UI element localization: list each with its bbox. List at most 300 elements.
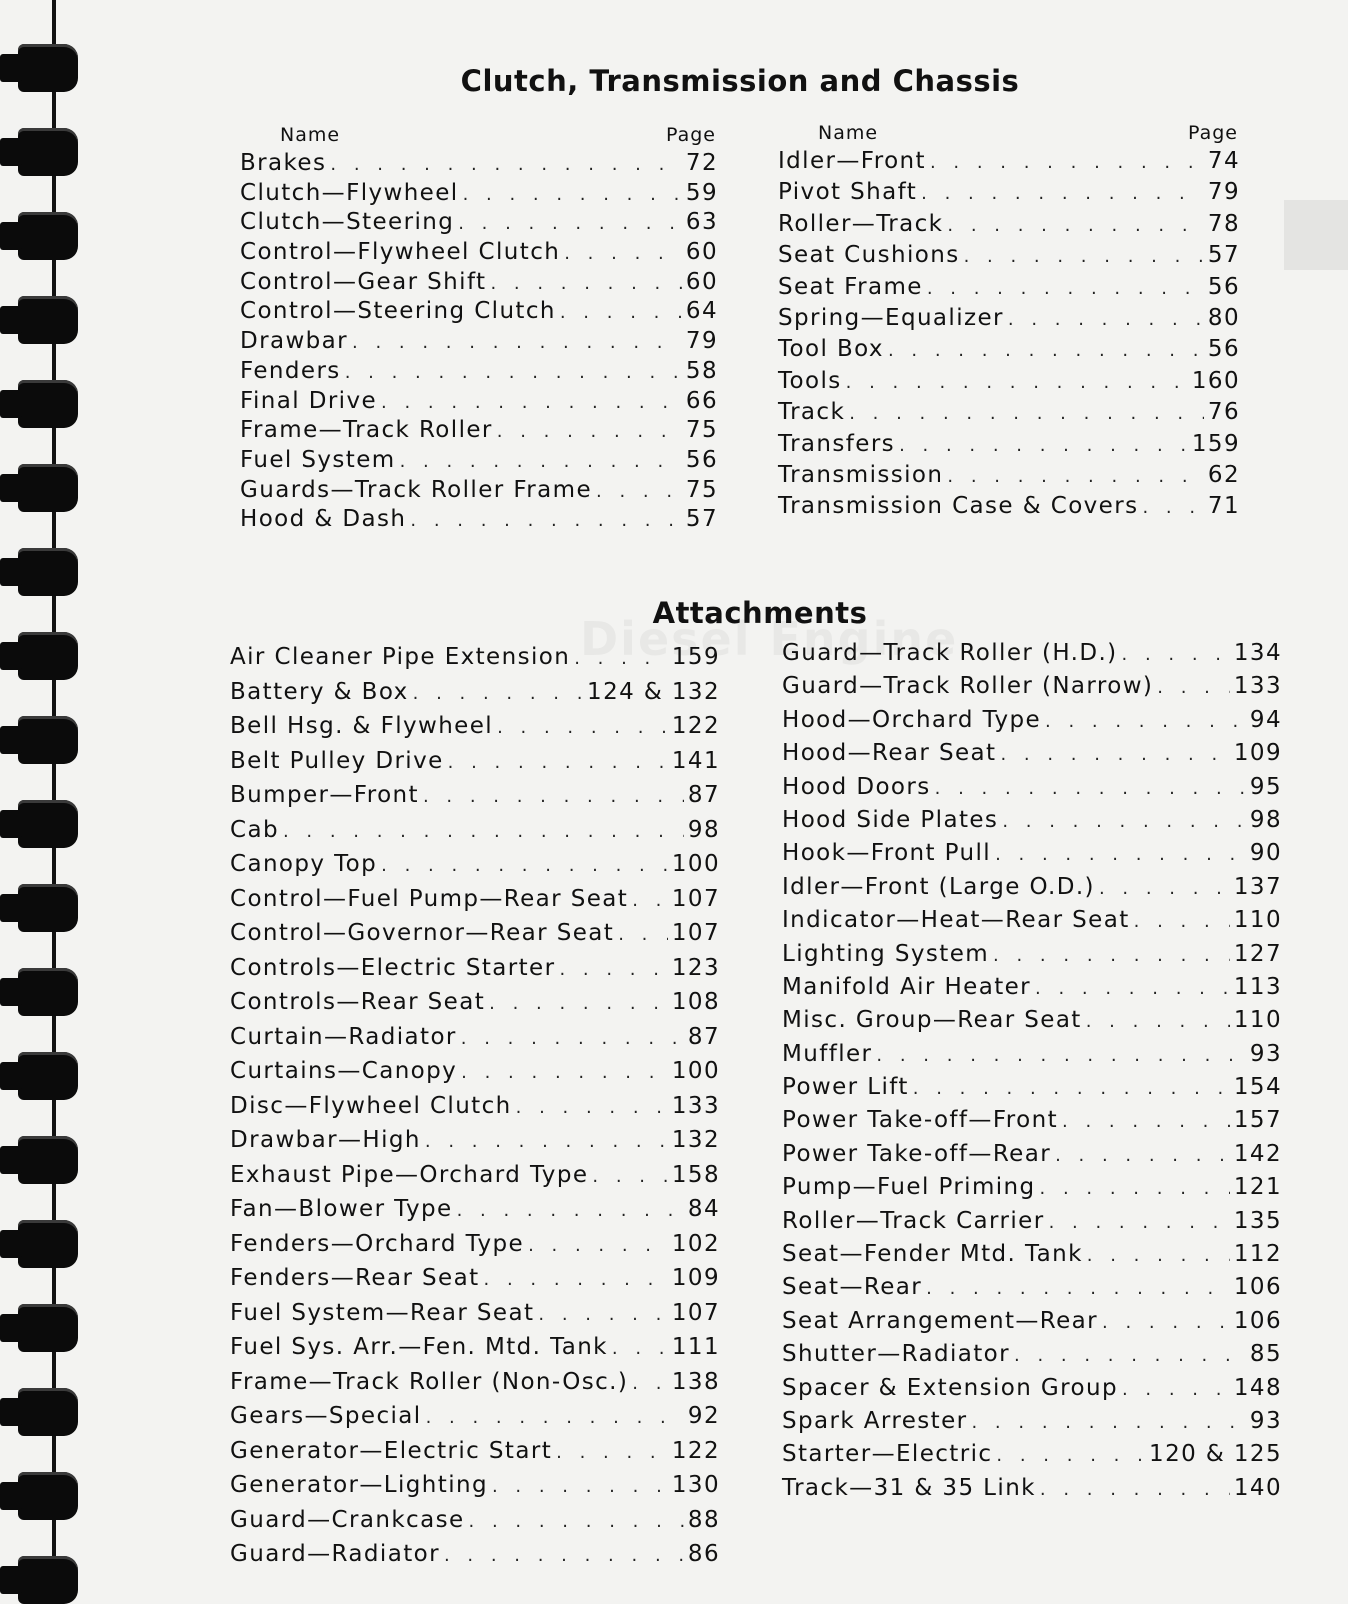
index-entry [230,679,720,714]
entry-page: 121 [1233,1174,1282,1201]
index-entry [782,807,1282,840]
entry-name: Seat Cushions [778,242,960,269]
entry-name: Generator—Lighting [230,1472,488,1498]
entry-name: Fenders—Rear Seat [230,1265,480,1291]
dot-leader [283,821,684,842]
entry-page: 57 [685,506,718,533]
entry-page: 60 [685,239,718,266]
dot-leader [426,1407,684,1428]
entry-name: Clutch—Steering [240,209,455,236]
dot-leader [400,451,682,472]
index-entry [778,368,1240,399]
dot-leader [1102,1312,1230,1333]
entry-page: 130 [671,1472,720,1498]
index-entry [230,644,720,679]
index-entry [782,740,1282,773]
entry-name: Hook—Front Pull [782,840,992,867]
dot-leader [1142,497,1203,518]
entry-page: 76 [1207,399,1240,426]
index-entry [782,1007,1282,1040]
clutch-right-column [778,118,1240,525]
index-entry [782,1174,1282,1207]
dot-leader [381,855,668,876]
entry-page: 141 [671,747,720,774]
binding-ring [18,380,78,428]
index-entry [240,180,718,210]
entry-page: 98 [1249,806,1282,833]
entry-page: 142 [1233,1140,1282,1167]
binding-ring [18,1388,78,1436]
entry-page: 148 [1233,1374,1282,1401]
entry-page: 88 [687,1506,720,1533]
index-entry [782,1341,1282,1374]
binding-ring [18,128,78,176]
dot-leader [1122,644,1230,665]
entry-name: Control—Flywheel Clutch [240,239,561,266]
entry-page: 90 [1249,840,1282,867]
index-entry [230,1265,720,1300]
index-entry [230,1472,720,1507]
entry-page: 108 [671,989,720,1015]
index-entry [230,851,720,886]
entry-name: Spark Arrester [782,1407,968,1434]
entry-name: Drawbar [240,328,349,355]
entry-name: Control—Fuel Pump—Rear Seat [230,885,629,912]
dot-leader [345,362,682,383]
index-entry [778,305,1240,336]
entry-name: Power Take-off—Front [782,1107,1059,1134]
page-header: Page [666,124,716,146]
entry-name: Fuel Sys. Arr.—Fen. Mtd. Tank [230,1334,608,1360]
entry-name: Controls—Electric Starter [230,954,556,981]
dot-leader [461,1062,668,1083]
entry-name: Controls—Rear Seat [230,989,486,1015]
dot-leader [444,1545,684,1566]
index-entry [778,148,1240,179]
entry-name: Air Cleaner Pipe Extension [230,644,571,670]
index-entry [230,1024,720,1059]
entry-page: 160 [1191,367,1240,394]
entry-name: Seat Arrangement—Rear [782,1307,1099,1334]
entry-name: Frame—Track Roller (Non-Osc.) [230,1368,629,1395]
entry-page: 100 [671,1058,720,1084]
entry-name: Brakes [240,150,327,176]
index-entry [230,1127,720,1162]
dot-leader [1087,1245,1230,1266]
index-entry [778,274,1240,305]
column-header [778,118,1240,148]
entry-page: 63 [685,209,718,236]
entry-page: 84 [687,1196,720,1222]
dot-leader [632,890,668,911]
dot-leader [1099,878,1230,899]
entry-page: 56 [1207,273,1240,300]
dot-leader [492,1476,668,1497]
index-entry [782,840,1282,873]
dot-leader [1086,1011,1230,1032]
index-entry [782,1141,1282,1174]
index-entry [240,150,718,180]
entry-name: Control—Gear Shift [240,268,487,295]
entry-page: 110 [1233,1007,1282,1034]
dot-leader [596,481,682,502]
index-entry [782,1441,1282,1474]
binding-ring [18,1304,78,1352]
entry-page: 124 & 132 [587,678,720,705]
binding-ring [18,44,78,92]
entry-page: 132 [671,1127,720,1153]
entry-name: Power Take-off—Rear [782,1140,1052,1167]
dot-leader [1062,1111,1230,1132]
index-entry [240,417,718,447]
entry-name: Idler—Front (Large O.D.) [782,873,1095,900]
entry-page: 107 [671,920,720,946]
entry-name: Roller—Track [778,210,944,237]
dot-leader [330,154,682,175]
dot-leader [497,717,668,738]
dot-leader [899,435,1188,456]
index-entry [240,209,718,239]
dot-leader [993,945,1230,966]
entry-page: 66 [685,387,718,414]
entry-page: 93 [1249,1040,1282,1067]
entry-name: Seat—Fender Mtd. Tank [782,1241,1083,1268]
binding-ring [18,296,78,344]
dot-leader [947,466,1204,487]
index-entry [230,1093,720,1128]
index-entry [782,941,1282,974]
entry-name: Indicator—Heat—Rear Seat [782,907,1130,934]
index-entry [782,774,1282,807]
dot-leader [849,403,1204,424]
index-entry [230,1438,720,1473]
index-entry [230,920,720,955]
entry-name: Belt Pulley Drive [230,747,444,774]
entry-page: 107 [671,1299,720,1326]
binding-ring [18,464,78,512]
entry-name: Clutch—Flywheel [240,179,459,206]
entry-page: 62 [1207,461,1240,488]
entry-page: 137 [1233,873,1282,900]
entry-page: 79 [1207,179,1240,206]
entry-page: 107 [671,885,720,912]
dot-leader [457,1200,684,1221]
entry-page: 93 [1249,1407,1282,1434]
index-entry [782,907,1282,940]
index-entry [240,477,718,507]
entry-name: Gears—Special [230,1403,422,1429]
entry-page: 71 [1207,493,1240,520]
index-entry [782,707,1282,740]
dot-leader [410,510,682,531]
entry-name: Shutter—Radiator [782,1341,1010,1368]
index-entry [782,1208,1282,1241]
entry-name: Fan—Blower Type [230,1196,453,1222]
dot-leader [996,1445,1145,1466]
dot-leader [413,683,583,704]
entry-name: Control—Steering Clutch [240,298,556,325]
dot-leader [1040,1479,1230,1500]
binding-ring [18,884,78,932]
dot-leader [930,152,1204,173]
entry-page: 100 [671,851,720,877]
index-entry [782,1475,1282,1508]
page-edge-shadow [1284,200,1348,270]
dot-leader [995,844,1246,865]
attachments-right-column [782,640,1282,1508]
spiral-binding [0,0,80,1600]
dot-leader [1045,711,1246,732]
entry-page: 112 [1233,1241,1282,1268]
entry-name: Guard—Crankcase [230,1506,465,1533]
dot-leader [947,215,1204,236]
entry-page: 58 [685,357,718,384]
index-entry [240,328,718,358]
entry-page: 159 [671,644,720,670]
entry-name: Frame—Track Roller [240,417,493,444]
entry-page: 79 [685,328,718,355]
entry-name: Curtain—Radiator [230,1023,457,1050]
entry-page: 127 [1233,940,1282,967]
entry-name: Power Lift [782,1074,909,1101]
entry-page: 140 [1233,1474,1282,1501]
entry-name: Final Drive [240,387,378,414]
index-entry [782,673,1282,706]
entry-name: Transfers [778,430,896,457]
dot-leader [489,993,668,1014]
dot-leader [876,1045,1246,1066]
entry-name: Exhaust Pipe—Orchard Type [230,1161,589,1188]
attachments-left-column [230,644,720,1576]
entry-name: Transmission [778,461,944,488]
index-entry [230,1507,720,1542]
dot-leader [592,1166,668,1187]
index-entry [240,358,718,388]
entry-page: 133 [1233,673,1282,700]
dot-leader [560,302,682,323]
entry-page: 98 [687,816,720,843]
binding-ring [18,632,78,680]
index-entry [230,1058,720,1093]
index-entry [778,179,1240,210]
dot-leader [528,1235,668,1256]
binding-ring [18,1556,78,1604]
entry-page: 75 [685,417,718,444]
entry-page: 157 [1233,1107,1282,1134]
index-entry [230,989,720,1024]
entry-page: 158 [671,1161,720,1188]
entry-page: 106 [1233,1274,1282,1301]
entry-page: 59 [685,179,718,206]
entry-name: Spacer & Extension Group [782,1374,1118,1401]
dot-leader [458,213,682,234]
dot-leader [469,1511,684,1532]
entry-name: Seat—Rear [782,1274,923,1301]
entry-page: 134 [1233,640,1282,666]
dot-leader [618,924,668,945]
dot-leader [516,1097,668,1118]
entry-name: Tools [778,367,842,394]
entry-page: 87 [687,1023,720,1050]
index-entry [782,1241,1282,1274]
entry-name: Spring—Equalizer [778,304,1004,331]
entry-page: 94 [1249,706,1282,733]
entry-page: 135 [1233,1207,1282,1234]
dot-leader [352,332,682,353]
index-entry [782,1308,1282,1341]
section-title-clutch: Clutch, Transmission and Chassis [460,64,1020,98]
index-entry [240,447,718,477]
dot-leader [1055,1145,1230,1166]
entry-page: 60 [685,268,718,295]
entry-name: Guards—Track Roller Frame [240,476,593,503]
index-entry [230,1403,720,1438]
index-entry [782,1074,1282,1107]
binding-ring [18,800,78,848]
entry-name: Hood—Rear Seat [782,740,997,767]
page-header: Page [1188,122,1238,144]
entry-page: 123 [671,954,720,981]
dot-leader [927,278,1204,299]
entry-name: Seat Frame [778,273,923,300]
entry-name: Pump—Fuel Priming [782,1174,1036,1201]
index-entry [240,269,718,299]
entry-page: 122 [671,1437,720,1464]
entry-name: Hood & Dash [240,506,407,533]
entry-page: 120 & 125 [1149,1441,1282,1468]
index-entry [782,974,1282,1007]
index-entry [240,388,718,418]
index-entry [778,493,1240,524]
index-entry [782,640,1282,673]
entry-page: 159 [1191,430,1240,457]
entry-name: Cab [230,816,279,843]
dot-leader [1008,309,1204,330]
dot-leader [1122,1379,1230,1400]
binding-ring [18,716,78,764]
entry-page: 109 [1233,740,1282,767]
dot-leader [926,1278,1230,1299]
index-entry [778,399,1240,430]
index-entry [778,211,1240,242]
entry-page: 95 [1249,773,1282,800]
entry-name: Bumper—Front [230,782,419,808]
index-entry [230,1231,720,1266]
entry-page: 87 [687,782,720,808]
column-header [240,120,718,150]
dot-leader [1014,1345,1246,1366]
entry-name: Canopy Top [230,851,378,877]
dot-leader [461,1028,684,1049]
dot-leader [1134,911,1230,932]
dot-leader [921,183,1204,204]
entry-name: Fuel System [240,446,396,473]
entry-page: 106 [1233,1307,1282,1334]
entry-name: Lighting System [782,940,990,967]
entry-page: 154 [1233,1074,1282,1101]
index-entry [782,1041,1282,1074]
index-entry [778,462,1240,493]
binding-ring [18,1220,78,1268]
dot-leader [564,243,682,264]
entry-page: 64 [685,298,718,325]
entry-page: 138 [671,1368,720,1395]
index-entry [778,336,1240,367]
dot-leader [484,1269,668,1290]
binding-ring [18,548,78,596]
entry-name: Drawbar—High [230,1127,421,1153]
binding-ring [18,968,78,1016]
entry-page: 56 [685,446,718,473]
dot-leader [490,273,681,294]
entry-name: Curtains—Canopy [230,1058,458,1084]
index-entry [778,431,1240,462]
section-title-attachments: Attachments [652,596,868,630]
entry-name: Misc. Group—Rear Seat [782,1007,1082,1034]
entry-page: 92 [687,1403,720,1429]
entry-name: Guard—Track Roller (Narrow) [782,673,1154,700]
dot-leader [423,786,684,807]
dot-leader [1040,1178,1230,1199]
dot-leader [448,752,668,773]
index-entry [230,748,720,783]
entry-page: 109 [671,1265,720,1291]
dot-leader [1035,978,1230,999]
entry-name: Transmission Case & Covers [778,493,1139,520]
index-entry [782,1375,1282,1408]
dot-leader [556,1442,668,1463]
index-entry [230,1369,720,1404]
binding-ring [18,212,78,260]
dot-leader [612,1338,668,1359]
dot-leader [381,392,682,413]
entry-name: Fenders—Orchard Type [230,1230,525,1257]
binding-ring [18,1052,78,1100]
index-entry [230,1300,720,1335]
entry-name: Disc—Flywheel Clutch [230,1092,512,1119]
entry-page: 72 [685,150,718,176]
index-entry [230,1162,720,1197]
entry-page: 56 [1207,336,1240,363]
entry-page: 78 [1207,210,1240,237]
dot-leader [632,1373,668,1394]
entry-name: Hood—Orchard Type [782,706,1041,733]
entry-name: Bell Hsg. & Flywheel [230,713,494,739]
index-entry [782,1408,1282,1441]
entry-page: 133 [671,1092,720,1119]
entry-name: Track [778,399,846,426]
dot-leader [1049,1212,1230,1233]
entry-page: 85 [1249,1341,1282,1368]
dot-leader [971,1412,1245,1433]
entry-name: Track—31 & 35 Link [782,1474,1036,1501]
dot-leader [1002,811,1246,832]
entry-page: 57 [1207,242,1240,269]
entry-page: 80 [1207,304,1240,331]
entry-page: 75 [685,476,718,503]
binding-ring [18,1136,78,1184]
index-entry [782,1107,1282,1140]
dot-leader [1000,744,1229,765]
index-entry [778,242,1240,273]
dot-leader [935,778,1246,799]
entry-page: 110 [1233,907,1282,934]
dot-leader [846,372,1188,393]
entry-name: Roller—Track Carrier [782,1207,1045,1234]
entry-page: 102 [671,1230,720,1257]
entry-name: Manifold Air Heater [782,973,1032,1000]
entry-name: Pivot Shaft [778,179,918,206]
